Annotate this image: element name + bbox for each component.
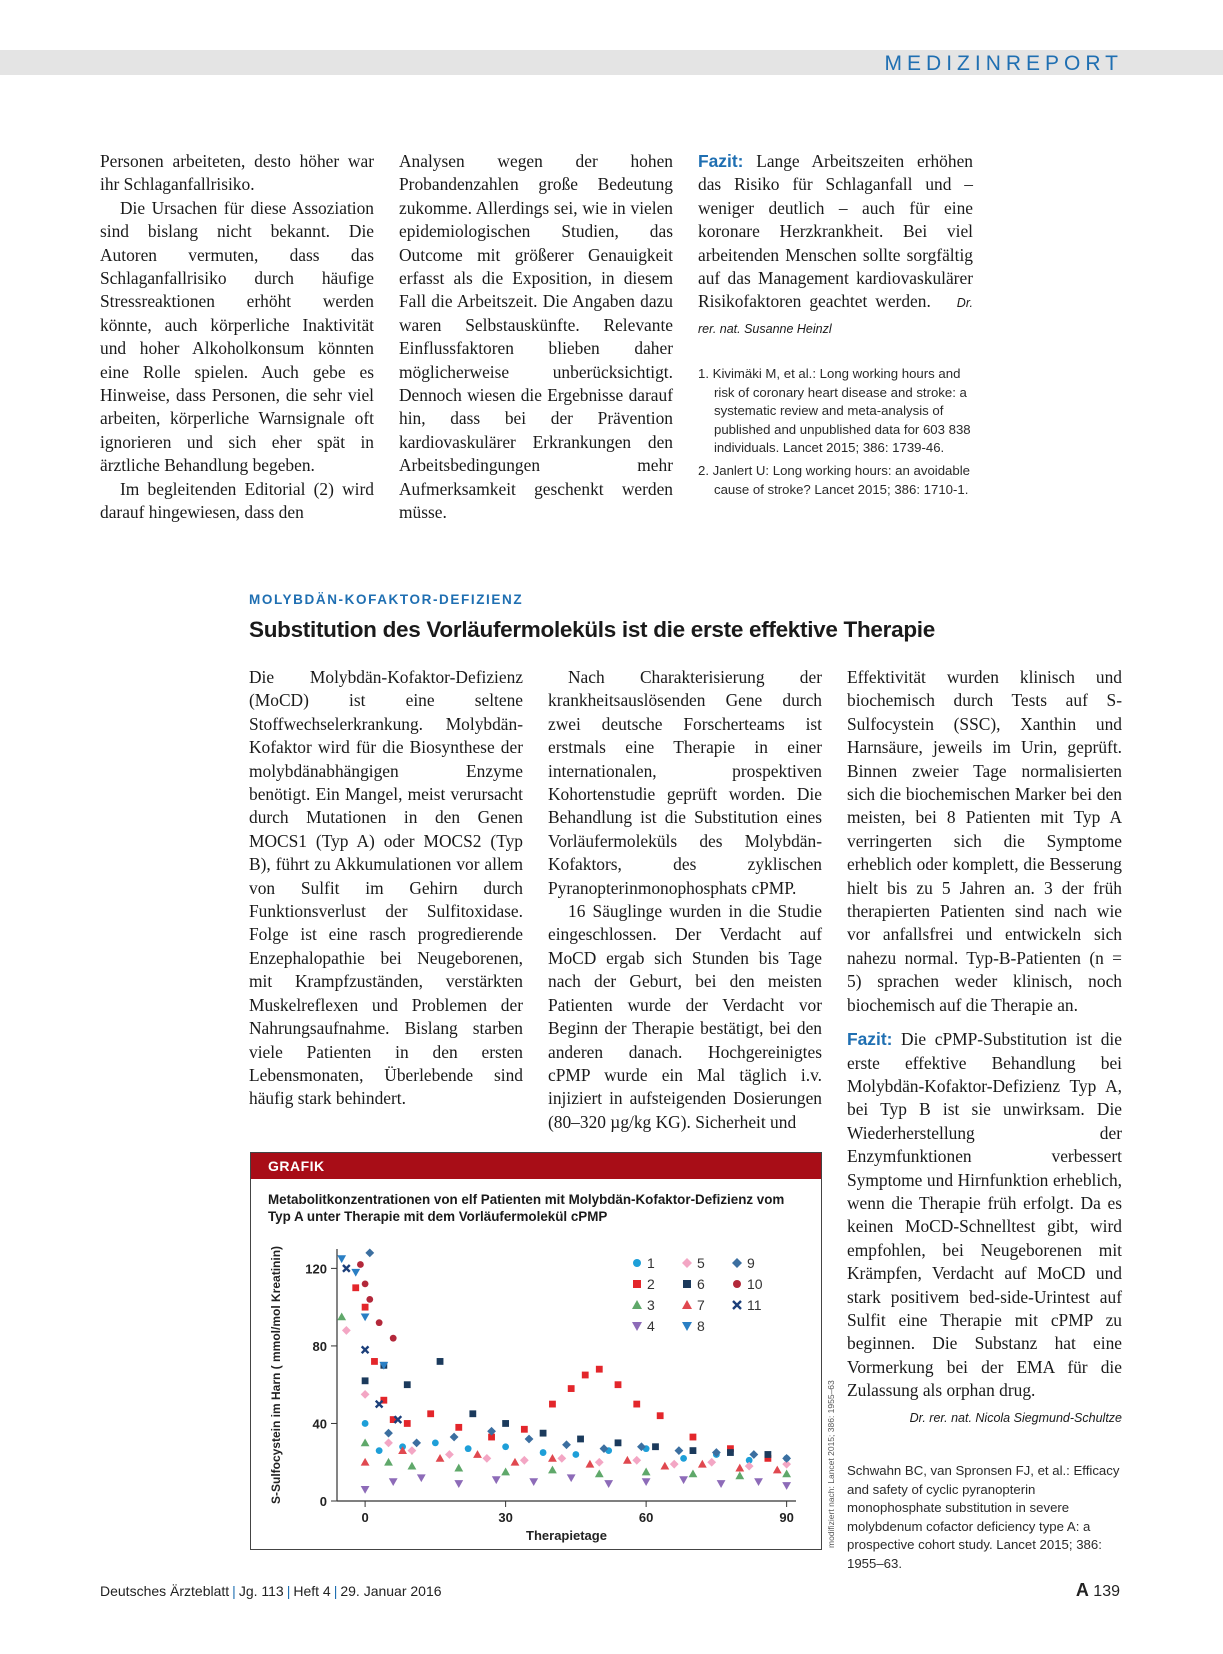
data-point-series-10: [357, 1261, 364, 1268]
issue: Heft 4: [293, 1583, 331, 1599]
fazit-text: Die cPMP-Substitution ist die erste effektive Behandlung bei Molybdän-Kofaktor-Defizienz Typ A, bei Typ B ist sie unwirksam. Die Wiederherstellung der Enzymfunktionen verbessert Symptome und Hirnfunktion erheblich, wenn die Therapie früh erfolgt. Da es keinen MoCD-Schnelltest gibt, wird empfohlen, bei Neugeborenen mit Krämpfen, Verdacht auf MoCD und stark positivem bed-side-Urintest auf Sulfit eine Therapie mit cPMP zu beginnen. Die Substanz hat eine Vormerkung bei der EMA für die Zulassung als orphan drug.: [847, 1029, 1122, 1401]
fazit-paragraph: [847, 1028, 1122, 1403]
data-point-series-10: [376, 1319, 383, 1326]
data-point-series-7: [548, 1454, 557, 1462]
data-point-series-2: [568, 1385, 575, 1392]
data-point-series-4: [604, 1480, 613, 1488]
paragraph: Personen arbeiteten, desto höher war ihr Schlaganfallrisiko.: [100, 151, 374, 195]
data-point-series-8: [361, 1313, 370, 1321]
data-point-series-5: [408, 1446, 417, 1455]
data-point-series-2: [596, 1366, 603, 1373]
author-line: [847, 1405, 1122, 1430]
data-point-series-4: [417, 1474, 426, 1482]
figure-credit: modifiziert nach: Lancet 2015; 386: 1955–63: [826, 1380, 836, 1548]
data-point-series-2: [657, 1412, 664, 1419]
data-point-series-7: [660, 1462, 669, 1470]
data-point-series-7: [436, 1454, 445, 1462]
data-point-series-4: [754, 1478, 763, 1486]
data-point-series-3: [782, 1469, 791, 1477]
y-tick-label: 120: [305, 1261, 327, 1277]
data-point-series-5: [557, 1454, 566, 1463]
data-point-series-5: [361, 1390, 370, 1399]
paragraph: Nach Charakterisierung der krankheitsauslösenden Gene durch zwei deutsche Forscherteams ist erstmals eine Therapie in einer internationalen, prospektiven Kohortenstudie geprüft worden. Die Behandlung ist die Substitution eines Vorläufermoleküls des Molybdän-Kofaktors, des zyklischen Pyranopterinmonophosphats cPMP.: [548, 667, 822, 898]
data-point-series-9: [562, 1440, 571, 1449]
article-column-2: [548, 666, 822, 1134]
data-point-series-1: [572, 1451, 579, 1458]
data-point-series-5: [384, 1438, 393, 1447]
data-point-series-1: [376, 1447, 383, 1454]
data-point-series-4: [679, 1476, 688, 1484]
footer-citation: Deutsches Ärzteblatt | Jg. 113 | Heft 4 | 29. Januar 2016: [100, 1583, 442, 1599]
legend-label-11: 11: [747, 1297, 762, 1313]
legend-marker-11: [733, 1301, 741, 1309]
data-point-series-7: [698, 1460, 707, 1468]
data-point-series-4: [389, 1478, 398, 1486]
top-article-column-3: [698, 150, 973, 341]
data-point-series-5: [520, 1456, 529, 1465]
fazit-label: Fazit:: [847, 1029, 893, 1050]
article-column-1: [249, 666, 523, 1111]
data-point-series-6: [764, 1451, 771, 1458]
data-point-series-9: [675, 1446, 684, 1455]
legend-label-10: 10: [747, 1276, 763, 1292]
data-point-series-2: [404, 1420, 411, 1427]
reference: 1. Kivimäki M, et al.: Long working hours and risk of coronary heart disease and stroke: a systematic review and meta-analysis of published and unpublished data for 603 838 individuals. Lancet 2015; 386: 1739-46.: [698, 366, 971, 456]
data-point-series-3: [361, 1438, 370, 1446]
data-point-series-3: [689, 1469, 698, 1477]
data-point-series-6: [690, 1447, 697, 1454]
fazit-paragraph: [698, 150, 973, 341]
legend-marker-8: [682, 1322, 692, 1331]
legend-marker-7: [682, 1300, 692, 1309]
page-number: [1076, 1580, 1120, 1601]
data-point-series-6: [652, 1443, 659, 1450]
data-point-series-6: [362, 1377, 369, 1384]
data-point-series-3: [501, 1468, 510, 1476]
article-column-3: [847, 666, 1122, 1430]
fazit-label: Fazit:: [698, 151, 744, 171]
data-point-series-5: [342, 1326, 351, 1335]
data-point-series-3: [384, 1458, 393, 1466]
paragraph: Die Ursachen für diese Assoziation sind bislang nicht bekannt. Die Autoren vermuten, dass das Schlaganfallrisiko durch häufige Stressreaktionen erhöht werden könnte, auch körperliche Inaktivität und hoher Alkoholkonsum könnten eine Rolle spielen. Auch gebe es Hinweise, dass Personen, die sehr viel arbeiten, körperliche Warnsignale oft ignorieren und sich eher spät in ärztliche Behandlung begeben.: [100, 197, 374, 476]
author: Dr. rer. nat. Nicola Siegmund-Schultze: [909, 1410, 1122, 1425]
data-point-series-2: [352, 1284, 359, 1291]
data-point-series-9: [412, 1438, 421, 1447]
legend-marker-3: [632, 1300, 642, 1309]
legend-label-2: 2: [647, 1276, 655, 1292]
legend-marker-6: [683, 1280, 691, 1288]
data-point-series-7: [361, 1458, 370, 1466]
x-tick-label: 90: [779, 1510, 794, 1525]
data-point-series-1: [680, 1455, 687, 1462]
legend-label-6: 6: [697, 1276, 705, 1292]
data-point-series-1: [432, 1439, 439, 1446]
author: Dr. rer. nat. Susanne Heinzl: [698, 296, 973, 336]
data-point-series-2: [633, 1401, 640, 1408]
date: 29. Januar 2016: [340, 1583, 442, 1599]
data-point-series-4: [642, 1478, 651, 1486]
article-headline: Substitution des Vorläufermoleküls ist die erste effektive Therapie: [249, 617, 935, 642]
x-tick-label: 0: [361, 1510, 369, 1525]
data-point-series-5: [595, 1458, 604, 1467]
top-article-column-1: [100, 150, 374, 525]
legend-label-8: 8: [697, 1318, 705, 1334]
figure-title: Metabolitkonzentrationen von elf Patienten mit Molybdän-Kofaktor-Defizienz vom Typ A unter Therapie mit dem Vorläufermolekül cPMP: [268, 1192, 785, 1224]
reference: 2. Janlert U: Long working hours: an avoidable cause of stroke? Lancet 2015; 386: 1710-1.: [698, 462, 970, 497]
data-point-series-11: [343, 1265, 350, 1272]
legend-marker-1: [633, 1259, 641, 1267]
data-point-series-8: [337, 1255, 346, 1263]
data-point-series-6: [469, 1410, 476, 1417]
data-point-series-6: [727, 1449, 734, 1456]
article-kicker: MOLYBDÄN-KOFAKTOR-DEFIZIENZ: [249, 592, 524, 607]
data-point-series-7: [735, 1464, 744, 1472]
data-point-series-1: [362, 1420, 369, 1427]
data-point-series-9: [365, 1248, 374, 1257]
figure-label: GRAFIK: [251, 1153, 821, 1179]
data-point-series-5: [445, 1450, 454, 1459]
data-point-series-3: [548, 1466, 557, 1474]
data-point-series-7: [473, 1450, 482, 1458]
data-point-series-7: [623, 1456, 632, 1464]
data-point-series-6: [437, 1358, 444, 1365]
data-point-series-6: [502, 1420, 509, 1427]
data-point-series-7: [586, 1460, 595, 1468]
data-point-series-3: [735, 1471, 744, 1479]
paragraph: Die Molybdän-Kofaktor-Defizienz (MoCD) ist eine seltene Stoffwechselerkrankung. Molybdän-Kofaktor wird für die Biosynthese der molybdänabhängigen Enzyme benötigt. Ein Mangel, meist verursacht durch Mutationen in den Genen MOCS1 (Typ A) oder MOCS2 (Typ B), führt zu Akkumulationen vor allem von Sulfit im Gehirn durch Funktionsverlust der Sulfitoxidase. Folge ist eine rasch progredierende Enzephalopathie bei Neugeborenen, mit Krampfzuständen, verstärkten Muskelreflexen und Problemen der Nahrungsaufnahme. Bislang starben viele Patienten in den ersten Lebensmonaten, Überlebende sind häufig stark behindert.: [249, 667, 523, 1109]
data-point-series-2: [427, 1410, 434, 1417]
reference-list: [698, 365, 973, 503]
data-point-series-9: [782, 1454, 791, 1463]
paragraph: Im begleitenden Editorial (2) wird darauf hingewiesen, dass den: [100, 478, 374, 523]
legend-marker-4: [632, 1322, 642, 1331]
data-point-series-5: [670, 1460, 679, 1469]
data-point-series-4: [529, 1478, 538, 1486]
data-point-series-11: [376, 1401, 383, 1408]
data-point-series-9: [525, 1435, 534, 1444]
page-prefix: A: [1075, 1580, 1089, 1600]
legend-marker-2: [633, 1280, 641, 1288]
figure-box: [250, 1152, 822, 1550]
y-tick-label: 40: [312, 1416, 327, 1432]
legend-label-3: 3: [647, 1297, 655, 1313]
legend-label-4: 4: [647, 1318, 655, 1334]
data-point-series-3: [337, 1312, 346, 1320]
data-point-series-3: [454, 1464, 463, 1472]
legend-marker-9: [732, 1258, 742, 1268]
legend-marker-10: [733, 1280, 741, 1288]
data-point-series-1: [540, 1449, 547, 1456]
scatter-chart: [251, 1237, 821, 1547]
data-point-series-7: [511, 1458, 520, 1466]
legend-label-9: 9: [747, 1255, 755, 1271]
data-point-series-2: [615, 1381, 622, 1388]
data-point-series-5: [632, 1456, 641, 1465]
data-point-series-2: [371, 1358, 378, 1365]
data-point-series-1: [502, 1443, 509, 1450]
data-point-series-4: [361, 1486, 370, 1494]
data-point-series-5: [745, 1462, 754, 1471]
y-tick-label: 80: [312, 1338, 327, 1354]
data-point-series-8: [351, 1269, 360, 1277]
data-point-series-3: [408, 1462, 417, 1470]
data-point-series-4: [454, 1480, 463, 1488]
data-point-series-9: [450, 1433, 459, 1442]
data-point-series-6: [615, 1439, 622, 1446]
y-axis-label: S-Sulfocystein im Harn ( mmol/mol Kreatinin): [269, 1245, 283, 1505]
data-point-series-5: [482, 1454, 491, 1463]
data-point-series-9: [384, 1429, 393, 1438]
data-point-series-11: [362, 1346, 369, 1353]
volume: Jg. 113: [238, 1583, 284, 1599]
legend-marker-5: [682, 1258, 692, 1268]
reference: Schwahn BC, van Spronsen FJ, et al.: Efficacy and safety of cyclic pyranopterin monophosphate substitution in severe molybdenum cofactor deficiency type A: a prospective cohort study. Lancet 2015; 386: 1955–63.: [847, 1463, 1120, 1571]
x-tick-label: 30: [498, 1510, 513, 1525]
top-article-column-2: [399, 150, 673, 525]
data-point-series-2: [582, 1372, 589, 1379]
x-axis-label: Therapietage: [526, 1528, 607, 1543]
section-label: MEDIZINREPORT: [884, 52, 1123, 75]
paragraph: Analysen wegen der hohen Probandenzahlen große Bedeutung zukomme. Allerdings sei, wie in vielen epidemiologischen Studien, das Outcome mit größerer Genauigkeit erfasst als die Exposition, in diesem Fall die Arbeitszeit. Die Angaben dazu waren Selbstauskünfte. Relevante Einflussfaktoren blieben daher möglicherweise unberücksichtigt. Dennoch wiesen die Ergebnisse darauf hin, dass bei der Prävention kardiovaskulärer Erkrankungen den Arbeitsbedingungen mehr Aufmerksamkeit geschenkt werden müsse.: [399, 151, 673, 523]
legend-label-5: 5: [697, 1255, 705, 1271]
legend-label-1: 1: [647, 1255, 655, 1271]
data-point-series-7: [773, 1466, 782, 1474]
data-point-series-4: [782, 1482, 791, 1490]
data-point-series-2: [549, 1401, 556, 1408]
y-tick-label: 0: [319, 1494, 327, 1509]
article-reference: [847, 1462, 1122, 1574]
data-point-series-10: [362, 1280, 369, 1287]
data-point-series-10: [366, 1296, 373, 1303]
data-point-series-5: [707, 1458, 716, 1467]
data-point-series-10: [390, 1335, 397, 1342]
data-point-series-4: [567, 1474, 576, 1482]
data-point-series-2: [455, 1424, 462, 1431]
data-point-series-3: [642, 1468, 651, 1476]
data-point-series-2: [362, 1304, 369, 1311]
data-point-series-3: [595, 1469, 604, 1477]
legend-label-7: 7: [697, 1297, 705, 1313]
data-point-series-6: [577, 1436, 584, 1443]
journal-name: Deutsches Ärzteblatt: [100, 1583, 230, 1599]
data-point-series-4: [717, 1480, 726, 1488]
data-point-series-4: [492, 1476, 501, 1484]
x-tick-label: 60: [638, 1510, 654, 1525]
paragraph: 16 Säuglinge wurden in die Studie eingeschlossen. Der Verdacht auf MoCD ergab sich Stunden bis Tage nach der Geburt, bei den meisten Patienten wurde der Verdacht vor Beginn der Therapie bestätigt, bei den anderen danach. Hochgereinigtes cPMP wurde ein Mal täglich i.v. injiziert in aufsteigenden Dosierungen (80–320 µg/kg KG). Sicherheit und: [548, 901, 822, 1132]
data-point-series-2: [690, 1434, 697, 1441]
fazit-text: Lange Arbeitszeiten erhöhen das Risiko für Schlaganfall und – weniger deutlich – auch für eine koronare Herzkrankheit. Bei viel arbeitenden Menschen sollte sorgfältig auf das Management kardiovaskulärer Risikofaktoren geachtet werden.: [698, 151, 973, 312]
page-number-value: 139: [1093, 1583, 1120, 1600]
data-point-series-1: [465, 1445, 472, 1452]
data-point-series-6: [404, 1381, 411, 1388]
paragraph: Effektivität wurden klinisch und biochemisch durch Tests auf S-Sulfocystein (SSC), Xanthin und Harnsäure, jeweils im Urin, geprüft. Binnen zweier Tage normalisierten sich die biochemischen Marker bei den meisten, bei 8 Patienten mit Typ A verringerten sich die Symptome erheblich oder komplett, die Besserung hielt bis zu 5 Jahren an. 3 der früh therapierten Patienten sind nach wie vor anfallsfrei und entwickeln sich nahezu normal. Typ-B-Patienten (n = 5) sprachen weder klinisch, noch biochemisch auf die Therapie an.: [847, 667, 1122, 1015]
data-point-series-2: [521, 1426, 528, 1433]
data-point-series-6: [540, 1430, 547, 1437]
